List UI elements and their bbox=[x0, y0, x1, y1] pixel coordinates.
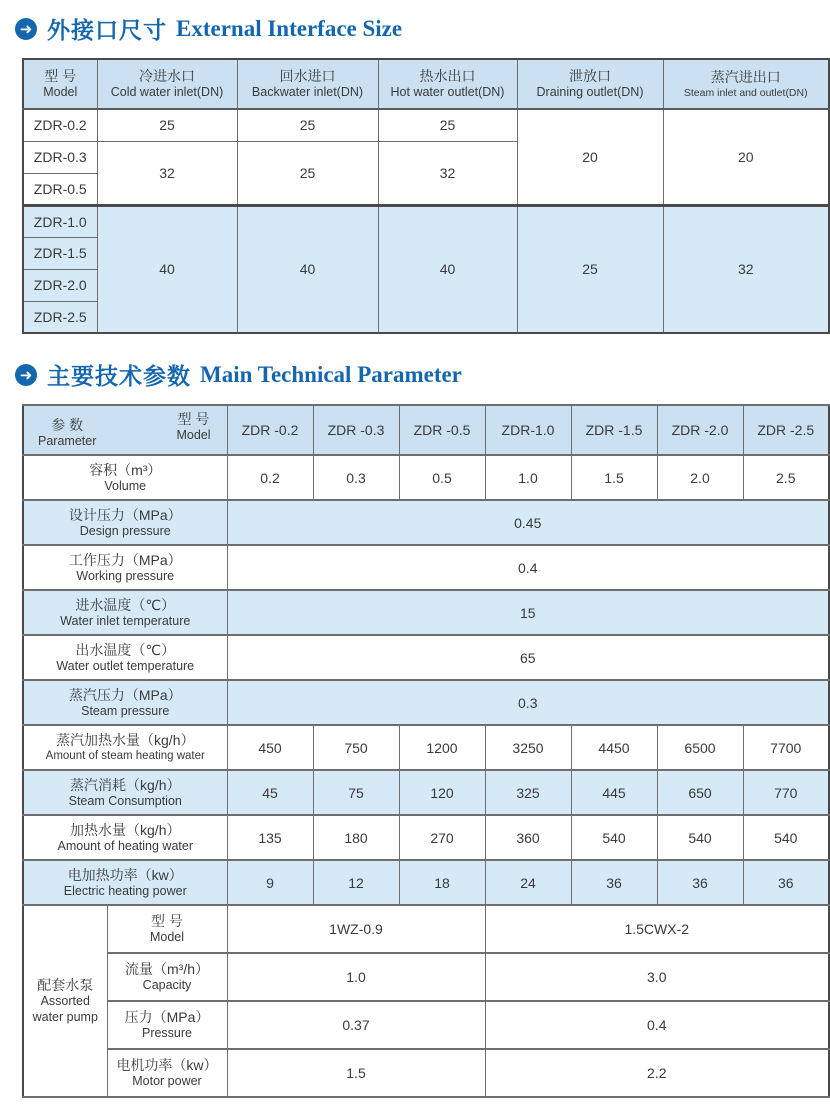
t1-h-cold-en: Cold water inlet(DN) bbox=[110, 85, 224, 100]
t2-row-pump-motor-power bbox=[23, 1049, 829, 1097]
t2-pump-group-en2: water pump bbox=[32, 1010, 98, 1025]
t2-value-cell: 445 bbox=[571, 770, 657, 815]
t2-col-header: ZDR -0.3 bbox=[313, 405, 399, 455]
section1-title-zh: 外接口尺寸 bbox=[47, 17, 167, 43]
t2-label-zh: 蒸汽压力（MPa） bbox=[68, 686, 182, 703]
t2-label-en: Steam pressure bbox=[81, 703, 170, 718]
t2-value-cell: 75 bbox=[313, 770, 399, 815]
t2-value-cell: 540 bbox=[657, 815, 743, 860]
t2-merged-value-cell: 0.3 bbox=[227, 680, 829, 725]
t1-value-cell-hot-merged: 40 bbox=[378, 205, 517, 333]
t1-model-cell: ZDR-1.5 bbox=[23, 237, 97, 269]
t2-pump-value-large: 1.5CWX-2 bbox=[485, 905, 829, 953]
t2-corner-model-zh: 型 号 bbox=[177, 411, 210, 427]
t2-col-header: ZDR -0.5 bbox=[399, 405, 485, 455]
t2-label-zh: 蒸汽消耗（kg/h） bbox=[70, 776, 181, 793]
t2-row-design-pressure bbox=[23, 500, 829, 545]
t2-value-cell: 540 bbox=[571, 815, 657, 860]
section2-title bbox=[15, 358, 830, 391]
t1-value-cell-steam-merged: 32 bbox=[663, 205, 829, 333]
t2-row-label bbox=[23, 635, 227, 680]
t2-row-pump-capacity bbox=[23, 953, 829, 1001]
t2-value-cell: 770 bbox=[743, 770, 829, 815]
t2-pump-value-small: 1.0 bbox=[227, 953, 485, 1001]
t2-label-en: Working pressure bbox=[76, 568, 175, 583]
t2-label-en: Amount of steam heating water bbox=[45, 750, 205, 763]
t2-corner-parameter bbox=[38, 416, 96, 450]
t2-value-cell: 12 bbox=[313, 860, 399, 905]
t2-pump-group-label bbox=[23, 905, 107, 1097]
t2-row-steam-consumption bbox=[23, 770, 829, 815]
t2-row-heating-water bbox=[23, 815, 829, 860]
t2-value-cell: 4450 bbox=[571, 725, 657, 770]
t1-value-cell-drain-merged: 25 bbox=[517, 205, 663, 333]
t1-h-cold-zh: 冷进水口 bbox=[139, 68, 195, 85]
t2-value-cell: 120 bbox=[399, 770, 485, 815]
t2-label-zh: 进水温度（℃） bbox=[75, 596, 176, 613]
t1-value-cell-back-merged: 25 bbox=[237, 141, 378, 205]
t2-row-label bbox=[23, 455, 227, 500]
arrow-right-circle-icon: ➜ bbox=[15, 364, 37, 386]
section2-title-zh: 主要技术参数 bbox=[47, 363, 191, 389]
t2-label-en: Water inlet temperature bbox=[60, 613, 191, 628]
t2-corner-param-zh: 参 数 bbox=[51, 417, 84, 434]
t1-header-drain bbox=[517, 59, 663, 109]
t2-label-zh: 出水温度（℃） bbox=[75, 641, 176, 658]
t1-model-cell: ZDR-1.0 bbox=[23, 205, 97, 237]
t1-h-model-zh: 型 号 bbox=[44, 68, 77, 85]
t2-row-label bbox=[23, 815, 227, 860]
t2-label-en: Design pressure bbox=[79, 523, 171, 538]
t1-value-cell-drain-merged: 20 bbox=[517, 109, 663, 205]
t1-h-back-en: Backwater inlet(DN) bbox=[251, 85, 364, 100]
t2-row-label bbox=[23, 860, 227, 905]
t2-value-cell: 9 bbox=[227, 860, 313, 905]
t2-value-cell: 36 bbox=[571, 860, 657, 905]
t1-header-hot bbox=[378, 59, 517, 109]
t2-value-cell: 325 bbox=[485, 770, 571, 815]
t2-label-zh: 电加热功率（kw） bbox=[67, 866, 183, 883]
t2-pump-sublabel bbox=[107, 953, 227, 1001]
t1-value-cell: 25 bbox=[237, 109, 378, 141]
t2-col-header: ZDR -1.5 bbox=[571, 405, 657, 455]
t2-value-cell: 450 bbox=[227, 725, 313, 770]
t2-row-volume bbox=[23, 455, 829, 500]
t2-row-pump-model bbox=[23, 905, 829, 953]
t1-header-row bbox=[23, 59, 829, 109]
t2-value-cell: 650 bbox=[657, 770, 743, 815]
t2-merged-value-cell: 0.45 bbox=[227, 500, 829, 545]
t1-model-cell: ZDR-0.5 bbox=[23, 173, 97, 205]
t2-header-row bbox=[23, 405, 829, 455]
t2-corner-model bbox=[176, 410, 210, 444]
t1-model-cell: ZDR-2.5 bbox=[23, 301, 97, 333]
t2-pump-sublabel-zh: 电机功率（kw） bbox=[116, 1057, 218, 1074]
section2-title-en: Main Technical Parameter bbox=[200, 361, 462, 387]
technical-parameter-table bbox=[22, 404, 830, 1098]
t1-h-model-en: Model bbox=[43, 85, 78, 100]
section1-title bbox=[15, 12, 830, 45]
t2-label-en: Electric heating power bbox=[63, 883, 187, 898]
t2-row-pump-pressure bbox=[23, 1001, 829, 1049]
t1-value-cell: 25 bbox=[97, 109, 237, 141]
t2-pump-sublabel bbox=[107, 905, 227, 953]
t1-value-cell-back-merged: 40 bbox=[237, 205, 378, 333]
t2-merged-value-cell: 15 bbox=[227, 590, 829, 635]
t2-label-en: Amount of heating water bbox=[57, 838, 193, 853]
t2-label-zh: 加热水量（kg/h） bbox=[70, 821, 181, 838]
t2-value-cell: 18 bbox=[399, 860, 485, 905]
t2-pump-sublabel-en: Pressure bbox=[141, 1026, 193, 1041]
t1-h-steam-en: Steam inlet and outlet(DN) bbox=[683, 86, 808, 99]
t1-h-drain-zh: 泄放口 bbox=[569, 68, 611, 85]
t2-pump-value-large: 3.0 bbox=[485, 953, 829, 1001]
t2-pump-sublabel bbox=[107, 1049, 227, 1097]
t2-row-label bbox=[23, 590, 227, 635]
t2-value-cell: 36 bbox=[743, 860, 829, 905]
t2-row-steam-heating-water bbox=[23, 725, 829, 770]
t1-value-cell: 25 bbox=[378, 109, 517, 141]
t2-pump-sublabel-zh: 压力（MPa） bbox=[124, 1009, 210, 1026]
t1-header-back bbox=[237, 59, 378, 109]
t1-value-cell-steam-merged: 20 bbox=[663, 109, 829, 205]
t2-label-zh: 工作压力（MPa） bbox=[68, 551, 182, 568]
t2-pump-sublabel-en: Capacity bbox=[142, 978, 192, 993]
t2-value-cell: 3250 bbox=[485, 725, 571, 770]
t2-pump-sublabel-en: Motor power bbox=[132, 1074, 202, 1089]
t2-row-label bbox=[23, 545, 227, 590]
t2-value-cell: 135 bbox=[227, 815, 313, 860]
t2-value-cell: 7700 bbox=[743, 725, 829, 770]
t2-corner-model-en: Model bbox=[176, 428, 211, 443]
t2-value-cell: 45 bbox=[227, 770, 313, 815]
t2-merged-value-cell: 65 bbox=[227, 635, 829, 680]
t2-label-en: Volume bbox=[104, 478, 147, 493]
t2-row-label bbox=[23, 725, 227, 770]
t2-value-cell: 36 bbox=[657, 860, 743, 905]
t2-value-cell: 360 bbox=[485, 815, 571, 860]
t2-corner-param-en: Parameter bbox=[38, 434, 97, 449]
t2-label-zh: 蒸汽加热水量（kg/h） bbox=[56, 732, 195, 749]
t2-merged-value-cell: 0.4 bbox=[227, 545, 829, 590]
t1-header-steam bbox=[663, 59, 829, 109]
t2-row-label bbox=[23, 500, 227, 545]
t2-col-header: ZDR -2.5 bbox=[743, 405, 829, 455]
t2-pump-sublabel bbox=[107, 1001, 227, 1049]
t2-pump-value-small: 1.5 bbox=[227, 1049, 485, 1097]
external-interface-table bbox=[22, 58, 830, 334]
t2-value-cell: 540 bbox=[743, 815, 829, 860]
t2-row-label bbox=[23, 770, 227, 815]
t1-h-drain-en: Draining outlet(DN) bbox=[536, 85, 644, 100]
t2-pump-sublabel-en: Model bbox=[149, 930, 185, 945]
t2-value-cell: 270 bbox=[399, 815, 485, 860]
t2-label-zh: 设计压力（MPa） bbox=[68, 506, 182, 523]
t1-h-back-zh: 回水进口 bbox=[279, 68, 336, 85]
t2-corner-cell bbox=[23, 405, 227, 455]
t2-value-cell: 0.2 bbox=[227, 455, 313, 500]
t2-label-en: Steam Consumption bbox=[68, 793, 182, 808]
t1-model-cell: ZDR-0.3 bbox=[23, 141, 97, 173]
t2-row-label bbox=[23, 680, 227, 725]
arrow-right-circle-icon: ➜ bbox=[15, 18, 37, 40]
t1-h-hot-en: Hot water outlet(DN) bbox=[390, 85, 505, 100]
t1-value-cell-cold-merged: 32 bbox=[97, 141, 237, 205]
t2-value-cell: 180 bbox=[313, 815, 399, 860]
page bbox=[0, 12, 830, 1109]
t2-pump-value-large: 0.4 bbox=[485, 1001, 829, 1049]
t2-row-electric-heating-power bbox=[23, 860, 829, 905]
t1-model-cell: ZDR-2.0 bbox=[23, 269, 97, 301]
t2-value-cell: 0.5 bbox=[399, 455, 485, 500]
t2-value-cell: 1200 bbox=[399, 725, 485, 770]
t2-value-cell: 6500 bbox=[657, 725, 743, 770]
t2-label-en: Water outlet temperature bbox=[56, 658, 195, 673]
t1-h-hot-zh: 热水出口 bbox=[419, 68, 476, 85]
section1-title-en: External Interface Size bbox=[176, 15, 403, 41]
t2-pump-group-en1: Assorted bbox=[40, 994, 90, 1009]
t2-pump-group-zh: 配套水泵 bbox=[37, 977, 94, 994]
t2-row-steam-pressure bbox=[23, 680, 829, 725]
t2-label-zh: 容积（m³） bbox=[89, 461, 162, 478]
t2-row-outlet-temp bbox=[23, 635, 829, 680]
t2-value-cell: 24 bbox=[485, 860, 571, 905]
t2-value-cell: 750 bbox=[313, 725, 399, 770]
t2-value-cell: 2.5 bbox=[743, 455, 829, 500]
t2-value-cell: 2.0 bbox=[657, 455, 743, 500]
t1-row-zdr02 bbox=[23, 109, 829, 141]
t2-pump-value-large: 2.2 bbox=[485, 1049, 829, 1097]
t2-value-cell: 1.0 bbox=[485, 455, 571, 500]
t1-value-cell-cold-merged: 40 bbox=[97, 205, 237, 333]
t1-h-steam-zh: 蒸汽进出口 bbox=[710, 69, 781, 86]
t2-pump-value-small: 1WZ-0.9 bbox=[227, 905, 485, 953]
t2-col-header: ZDR -2.0 bbox=[657, 405, 743, 455]
t2-pump-sublabel-zh: 流量（m³/h） bbox=[125, 961, 209, 978]
t1-row-zdr10 bbox=[23, 205, 829, 237]
t1-value-cell-hot-merged: 32 bbox=[378, 141, 517, 205]
t2-value-cell: 0.3 bbox=[313, 455, 399, 500]
t1-header-model bbox=[23, 59, 97, 109]
t2-value-cell: 1.5 bbox=[571, 455, 657, 500]
t2-col-header: ZDR-1.0 bbox=[485, 405, 571, 455]
t1-model-cell: ZDR-0.2 bbox=[23, 109, 97, 141]
t2-col-header: ZDR -0.2 bbox=[227, 405, 313, 455]
t2-pump-value-small: 0.37 bbox=[227, 1001, 485, 1049]
t2-row-inlet-temp bbox=[23, 590, 829, 635]
t2-pump-sublabel-zh: 型 号 bbox=[151, 913, 183, 930]
t1-header-cold bbox=[97, 59, 237, 109]
t2-row-working-pressure bbox=[23, 545, 829, 590]
